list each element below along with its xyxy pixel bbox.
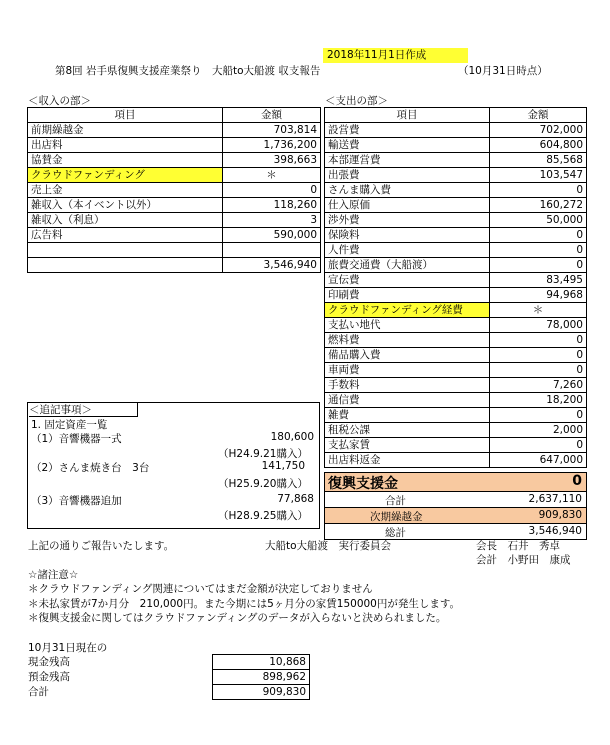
expense-item: 出張費: [325, 168, 490, 183]
expense-item: 渉外費: [325, 213, 490, 228]
cash-row: [213, 685, 310, 700]
income-section-label: ＜収入の部＞: [28, 95, 91, 107]
expense-amount: 0: [490, 258, 587, 273]
total-row: [324, 491, 587, 508]
cash-row: [213, 670, 310, 685]
income-row: [28, 183, 321, 198]
report-statement: 上記の通りご報告いたします。: [28, 540, 175, 552]
note-item-name: （1）音響機器一式: [31, 433, 122, 445]
notes-line0: 1. 固定資産一覧: [31, 419, 108, 431]
income-header-row: [28, 108, 321, 123]
expense-row: [325, 348, 587, 363]
note-item-sub: （H24.9.21購入）: [218, 448, 308, 460]
fund-label: 復興支援金: [328, 476, 398, 492]
expense-amount: 94,968: [490, 288, 587, 303]
expense-row: [325, 258, 587, 273]
expense-item: 通信費: [325, 393, 490, 408]
expense-row: [325, 393, 587, 408]
cash-title: 10月31日現在の: [28, 642, 108, 654]
expense-row: [325, 438, 587, 453]
expense-amount: ＊: [490, 303, 587, 318]
expense-item: 仕入原価: [325, 198, 490, 213]
expense-amount: 0: [490, 183, 587, 198]
expense-row: [325, 153, 587, 168]
caution-line: ＊クラウドファンディング関連についてはまだ金額が決定しておりません: [28, 583, 373, 595]
expense-item: クラウドファンディング経費: [325, 303, 490, 318]
caution-line: ＊復興支援金に関してはクラウドファンディングのデータが入らないと決められました。: [28, 612, 447, 624]
expense-row: [325, 303, 587, 318]
expense-col-item: 項目: [325, 108, 490, 123]
expense-row: [325, 123, 587, 138]
expense-item: 設営費: [325, 123, 490, 138]
carry-row: [324, 507, 587, 524]
expense-row: [325, 363, 587, 378]
expense-amount: 85,568: [490, 153, 587, 168]
grand-label: 総計: [385, 527, 406, 539]
expense-item: 雑費: [325, 408, 490, 423]
income-row: [28, 153, 321, 168]
expense-section-label: ＜支出の部＞: [325, 95, 388, 107]
expense-row: [325, 213, 587, 228]
expense-header-row: [325, 108, 587, 123]
income-item: 雑収入（利息）: [28, 213, 223, 228]
expense-item: 人件費: [325, 243, 490, 258]
total-label: 合計: [385, 495, 406, 507]
income-item: 出店料: [28, 138, 223, 153]
expense-row: [325, 168, 587, 183]
expense-amount: 647,000: [490, 453, 587, 468]
expense-table: [324, 107, 587, 468]
income-row: [28, 228, 321, 243]
expense-row: [325, 183, 587, 198]
income-row: [28, 243, 321, 258]
income-row: [28, 198, 321, 213]
grand-value: 3,546,940: [528, 525, 582, 537]
expense-row: [325, 318, 587, 333]
income-item: 雑収入（本イベント以外）: [28, 198, 223, 213]
expense-amount: 0: [490, 363, 587, 378]
income-amount: 118,260: [223, 198, 321, 213]
note-item-sub: （H25.9.20購入）: [218, 478, 308, 490]
expense-row: [325, 228, 587, 243]
caution-title: ☆諸注意☆: [28, 569, 79, 581]
date-made: 2018年11月1日作成: [323, 48, 468, 63]
expense-amount: 160,272: [490, 198, 587, 213]
note-item-value: 77,868: [277, 493, 314, 505]
expense-amount: 0: [490, 333, 587, 348]
expense-row: [325, 288, 587, 303]
income-col-amount: 金額: [223, 108, 321, 123]
expense-item: 車両費: [325, 363, 490, 378]
expense-item: 出店料返金: [325, 453, 490, 468]
expense-item: 手数料: [325, 378, 490, 393]
income-item: 協賛金: [28, 153, 223, 168]
expense-item: 租税公課: [325, 423, 490, 438]
expense-row: [325, 408, 587, 423]
cash-row: [213, 655, 310, 670]
expense-item: 印刷費: [325, 288, 490, 303]
expense-amount: 83,495: [490, 273, 587, 288]
expense-amount: 50,000: [490, 213, 587, 228]
income-amount: [223, 243, 321, 258]
cash-table: [212, 654, 310, 700]
expense-amount: 18,200: [490, 393, 587, 408]
income-total-row: [28, 258, 321, 273]
note-item-value: 180,600: [270, 431, 314, 443]
income-item: 広告料: [28, 228, 223, 243]
expense-amount: 0: [490, 228, 587, 243]
expense-item: 支払家賃: [325, 438, 490, 453]
expense-row: [325, 138, 587, 153]
expense-amount: 78,000: [490, 318, 587, 333]
income-col-item: 項目: [28, 108, 223, 123]
expense-amount: 0: [490, 243, 587, 258]
carry-label: 次期繰越金: [370, 511, 423, 523]
cash-value: 10,868: [213, 655, 310, 670]
fund-row: [324, 472, 587, 492]
income-item: [28, 243, 223, 258]
expense-row: [325, 243, 587, 258]
income-total: 3,546,940: [223, 258, 321, 273]
expense-amount: 103,547: [490, 168, 587, 183]
income-table: [27, 107, 321, 273]
notes-label: ＜追記事項＞: [29, 402, 138, 417]
expense-row: [325, 453, 587, 468]
income-amount: 398,663: [223, 153, 321, 168]
chairman: 会長 石井 秀卓: [476, 540, 560, 552]
note-item-value: 141,750: [261, 460, 305, 472]
fund-value: 0: [572, 473, 582, 489]
carry-value: 909,830: [538, 509, 582, 521]
income-row: [28, 168, 321, 183]
income-row: [28, 213, 321, 228]
committee-name: 大船to大船渡 実行委員会: [265, 540, 392, 552]
expense-amount: 7,260: [490, 378, 587, 393]
expense-item: 支払い地代: [325, 318, 490, 333]
income-amount: ＊: [223, 168, 321, 183]
cash-label: 合計: [28, 686, 49, 698]
expense-item: 輸送費: [325, 138, 490, 153]
accountant: 会計 小野田 康成: [476, 554, 571, 566]
expense-amount: 0: [490, 408, 587, 423]
expense-item: 保険料: [325, 228, 490, 243]
expense-row: [325, 423, 587, 438]
income-amount: 0: [223, 183, 321, 198]
expense-row: [325, 333, 587, 348]
income-amount: 703,814: [223, 123, 321, 138]
total-value: 2,637,110: [528, 493, 582, 505]
expense-item: 本部運営費: [325, 153, 490, 168]
income-item: 売上金: [28, 183, 223, 198]
expense-item: 備品購入費: [325, 348, 490, 363]
income-amount: 590,000: [223, 228, 321, 243]
income-item: 前期繰越金: [28, 123, 223, 138]
cash-value: 909,830: [213, 685, 310, 700]
expense-row: [325, 273, 587, 288]
cash-label: 現金残高: [28, 656, 70, 668]
expense-amount: 702,000: [490, 123, 587, 138]
expense-col-amount: 金額: [490, 108, 587, 123]
expense-amount: 0: [490, 438, 587, 453]
cash-value: 898,962: [213, 670, 310, 685]
expense-amount: 604,800: [490, 138, 587, 153]
income-row: [28, 138, 321, 153]
income-item: クラウドファンディング: [28, 168, 223, 183]
expense-item: さんま購入費: [325, 183, 490, 198]
income-amount: 1,736,200: [223, 138, 321, 153]
income-row: [28, 123, 321, 138]
caution-line: ＊未払家賃が7か月分 210,000円。また今期には5ヶ月分の家賃150000円が発生します。: [28, 598, 461, 610]
income-item: [28, 258, 223, 273]
cash-label: 預金残高: [28, 671, 70, 683]
expense-row: [325, 198, 587, 213]
note-item-name: （2）さんま焼き台 3台: [31, 462, 150, 474]
expense-row: [325, 378, 587, 393]
expense-amount: 0: [490, 348, 587, 363]
as-of-date: （10月31日時点）: [458, 65, 548, 77]
report-title: 第8回 岩手県復興支援産業祭り 大船to大船渡 収支報告: [55, 65, 321, 77]
expense-item: 旅費交通費（大船渡）: [325, 258, 490, 273]
expense-amount: 2,000: [490, 423, 587, 438]
note-item-name: （3）音響機器追加: [31, 495, 122, 507]
note-item-sub: （H28.9.25購入）: [218, 510, 308, 522]
expense-item: 燃料費: [325, 333, 490, 348]
expense-item: 宣伝費: [325, 273, 490, 288]
income-amount: 3: [223, 213, 321, 228]
